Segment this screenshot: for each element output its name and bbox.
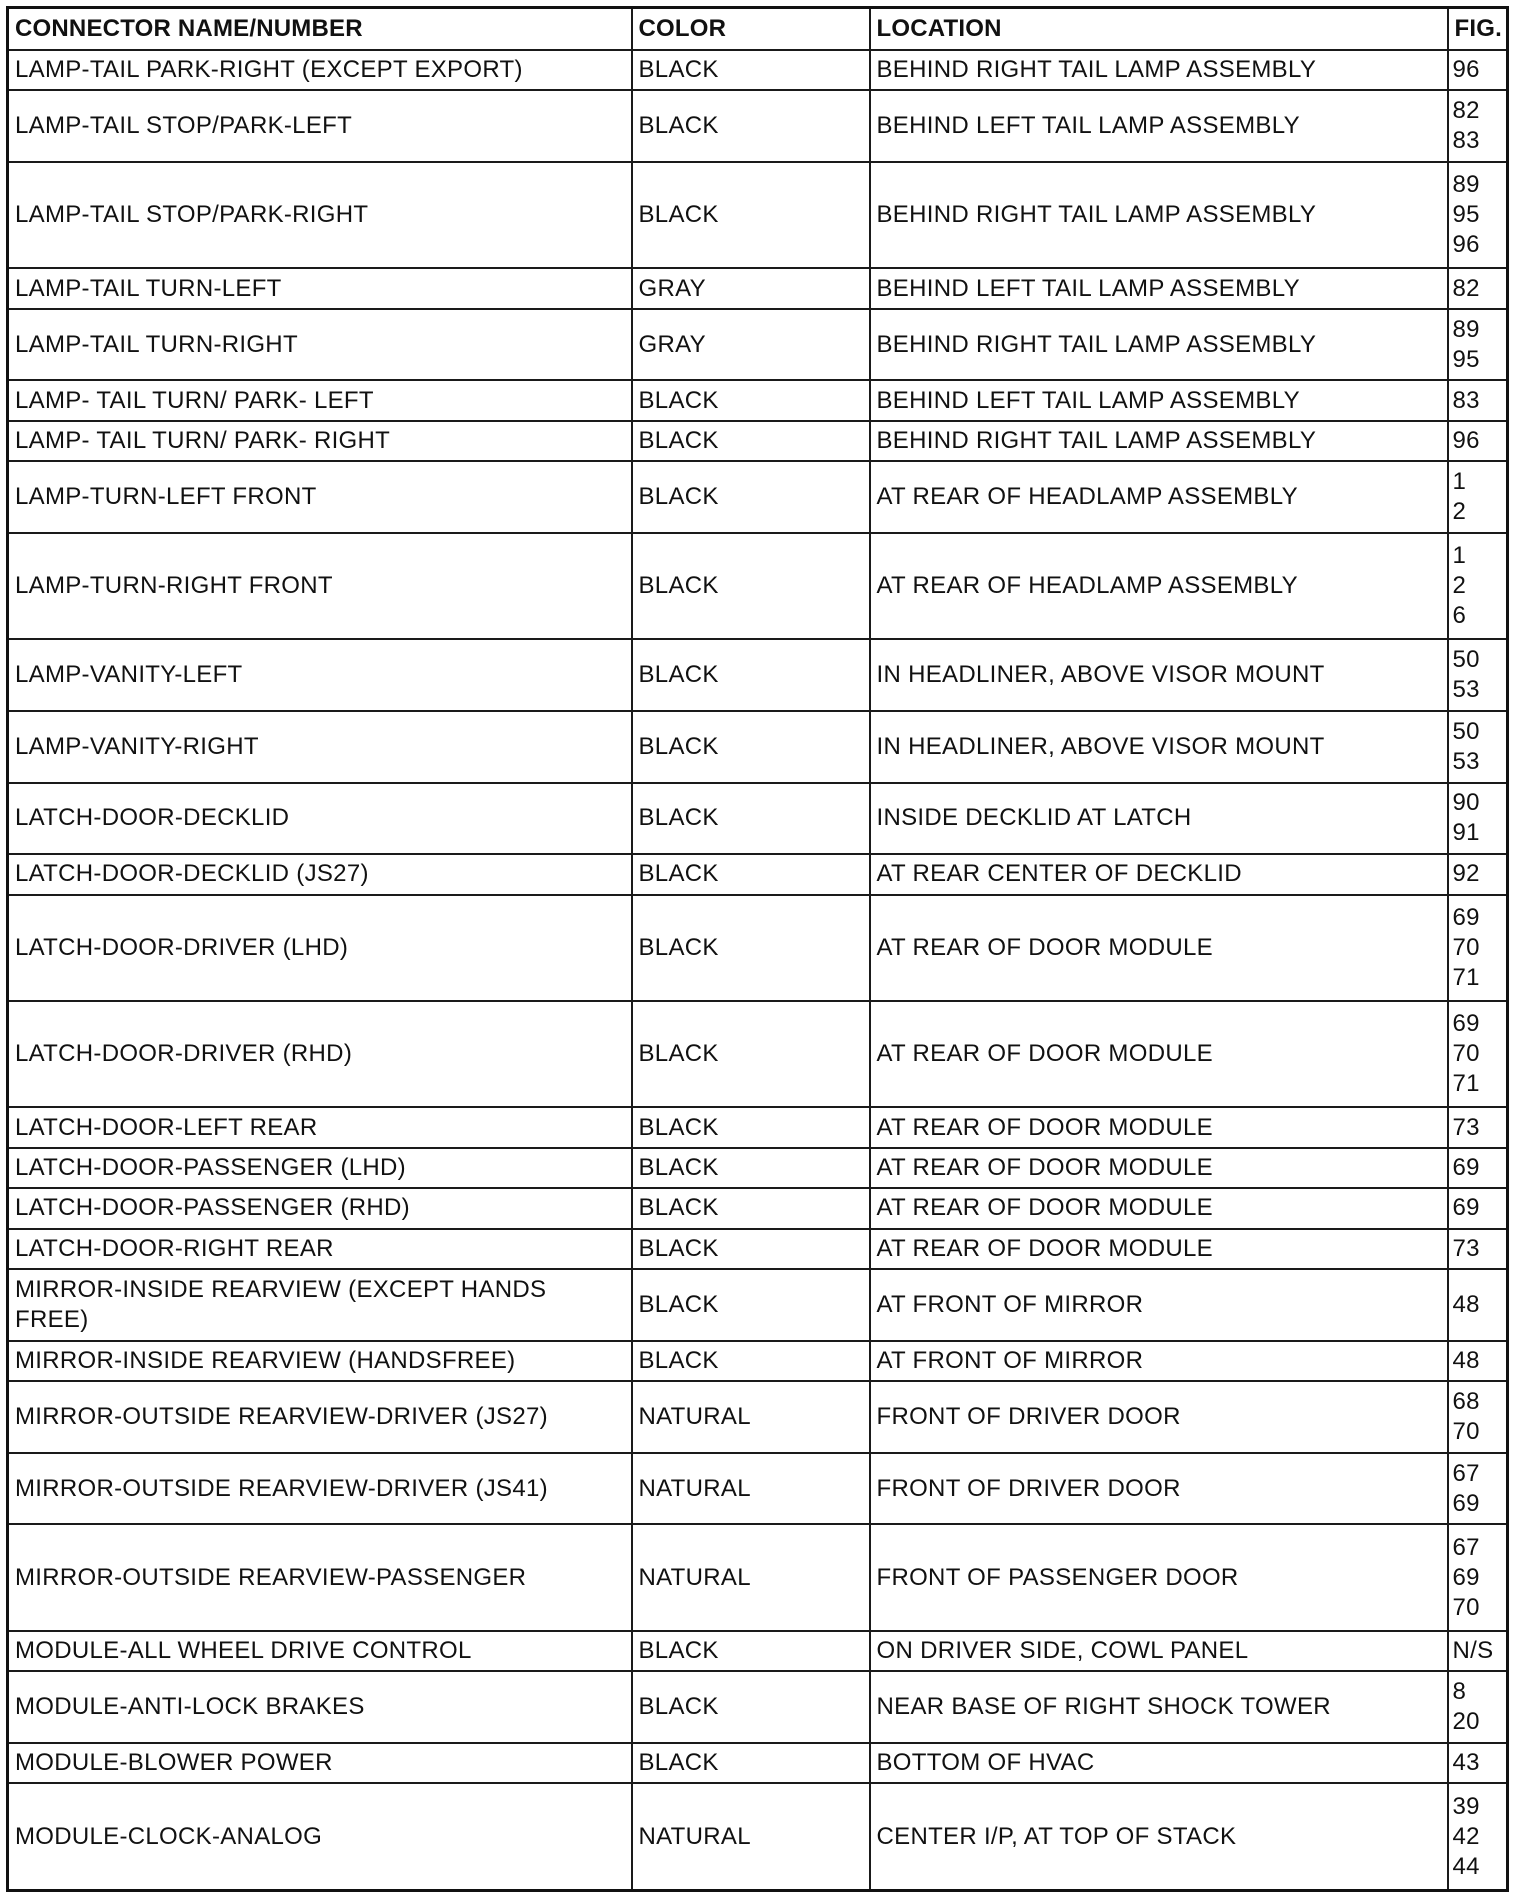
table-row [8,50,1508,90]
table-row [8,461,1508,533]
color-cell: BLACK [632,380,870,420]
connector-name-cell: LATCH-DOOR-LEFT REAR [8,1107,632,1147]
fig-number: 50 [1452,646,1480,674]
connector-name-cell: LATCH-DOOR-DECKLID (JS27) [8,854,632,894]
connector-name-cell: LAMP-TAIL PARK-RIGHT (EXCEPT EXPORT) [8,50,632,90]
color-cell: NATURAL [632,1524,870,1630]
fig-cell [1448,854,1508,894]
location-cell: IN HEADLINER, ABOVE VISOR MOUNT [870,711,1448,783]
location-cell: BEHIND LEFT TAIL LAMP ASSEMBLY [870,90,1448,162]
table-row [8,380,1508,420]
connector-table-page [6,6,1506,1892]
location-cell: AT REAR CENTER OF DECKLID [870,854,1448,894]
connector-name-cell: LAMP-TURN-LEFT FRONT [8,461,632,533]
location-cell: AT REAR OF DOOR MODULE [870,1107,1448,1147]
connector-name-cell: LATCH-DOOR-DRIVER (LHD) [8,895,632,1001]
color-cell: BLACK [632,1671,870,1743]
fig-cell [1448,380,1508,420]
fig-cell [1448,1783,1508,1890]
fig-number: 70 [1452,1417,1480,1445]
color-cell: BLACK [632,461,870,533]
color-cell: BLACK [632,1229,870,1269]
fig-cell [1448,1381,1508,1453]
table-row [8,1381,1508,1453]
location-cell: FRONT OF DRIVER DOOR [870,1453,1448,1525]
color-cell: NATURAL [632,1783,870,1890]
table-row [8,268,1508,308]
fig-cell [1448,783,1508,855]
fig-number: 89 [1452,315,1480,343]
color-cell: BLACK [632,1631,870,1671]
fig-cell [1448,533,1508,639]
fig-number: 70 [1452,1593,1480,1621]
fig-number: 96 [1452,231,1480,259]
location-cell: AT REAR OF DOOR MODULE [870,1188,1448,1228]
fig-number: 89 [1452,171,1480,199]
location-cell: AT FRONT OF MIRROR [870,1341,1448,1381]
fig-number: 1 [1452,468,1467,496]
fig-number: 71 [1452,963,1480,991]
table-row [8,1188,1508,1228]
color-cell: BLACK [632,1743,870,1783]
location-cell: BEHIND RIGHT TAIL LAMP ASSEMBLY [870,50,1448,90]
fig-cell [1448,1453,1508,1525]
fig-cell [1448,895,1508,1001]
fig-number: 90 [1452,789,1480,817]
table-row [8,1631,1508,1671]
location-cell: FRONT OF PASSENGER DOOR [870,1524,1448,1630]
fig-number: 48 [1452,1346,1480,1374]
connector-name-cell: MIRROR-INSIDE REARVIEW (HANDSFREE) [8,1341,632,1381]
connector-table [6,6,1509,1892]
table-row [8,1107,1508,1147]
fig-cell [1448,1631,1508,1671]
connector-name-cell: LAMP-TAIL STOP/PARK-RIGHT [8,162,632,268]
fig-number: 48 [1452,1290,1480,1318]
connector-name-cell: MODULE-ALL WHEEL DRIVE CONTROL [8,1631,632,1671]
location-cell: AT REAR OF DOOR MODULE [870,895,1448,1001]
connector-name-cell: MODULE-CLOCK-ANALOG [8,1783,632,1890]
fig-number: 69 [1452,1010,1480,1038]
location-cell: FRONT OF DRIVER DOOR [870,1381,1448,1453]
location-cell: CENTER I/P, AT TOP OF STACK [870,1783,1448,1890]
fig-number: 70 [1452,933,1480,961]
header-color: COLOR [632,8,870,51]
color-cell: BLACK [632,1001,870,1107]
location-cell: AT REAR OF DOOR MODULE [870,1148,1448,1188]
location-cell: NEAR BASE OF RIGHT SHOCK TOWER [870,1671,1448,1743]
color-cell: BLACK [632,1107,870,1147]
fig-number: 71 [1452,1070,1480,1098]
location-cell: AT REAR OF HEADLAMP ASSEMBLY [870,533,1448,639]
fig-number: 73 [1452,1234,1480,1262]
location-cell: INSIDE DECKLID AT LATCH [870,783,1448,855]
fig-cell [1448,1188,1508,1228]
connector-name-cell: MIRROR-OUTSIDE REARVIEW-PASSENGER [8,1524,632,1630]
connector-name-cell: LATCH-DOOR-DECKLID [8,783,632,855]
color-cell: BLACK [632,895,870,1001]
table-row [8,711,1508,783]
location-cell: BEHIND RIGHT TAIL LAMP ASSEMBLY [870,309,1448,381]
fig-number: 70 [1452,1040,1480,1068]
fig-number: 1 [1452,542,1467,570]
color-cell: BLACK [632,50,870,90]
table-row [8,639,1508,711]
fig-number: 92 [1452,860,1480,888]
fig-number: 53 [1452,747,1480,775]
fig-cell [1448,1107,1508,1147]
table-row [8,90,1508,162]
color-cell: BLACK [632,162,870,268]
table-row [8,1743,1508,1783]
table-row [8,1229,1508,1269]
fig-number: 95 [1452,201,1480,229]
color-cell: BLACK [632,533,870,639]
fig-number: 69 [1452,1489,1480,1517]
header-location: LOCATION [870,8,1448,51]
location-cell: AT FRONT OF MIRROR [870,1269,1448,1341]
fig-number: 69 [1452,1153,1480,1181]
color-cell: BLACK [632,1341,870,1381]
connector-name-cell: LAMP-TAIL STOP/PARK-LEFT [8,90,632,162]
color-cell: BLACK [632,783,870,855]
table-header-row [8,8,1508,51]
location-cell: BEHIND LEFT TAIL LAMP ASSEMBLY [870,380,1448,420]
fig-cell [1448,1148,1508,1188]
connector-name-cell: LATCH-DOOR-PASSENGER (LHD) [8,1148,632,1188]
fig-number: 73 [1452,1113,1480,1141]
fig-cell [1448,1743,1508,1783]
fig-cell [1448,309,1508,381]
fig-number: 8 [1452,1677,1467,1705]
fig-number: 96 [1452,427,1480,455]
connector-name-cell: LAMP-TAIL TURN-RIGHT [8,309,632,381]
location-cell: IN HEADLINER, ABOVE VISOR MOUNT [870,639,1448,711]
location-cell: BEHIND RIGHT TAIL LAMP ASSEMBLY [870,421,1448,461]
connector-name-cell: LAMP-VANITY-RIGHT [8,711,632,783]
table-row [8,1341,1508,1381]
fig-cell [1448,90,1508,162]
table-row [8,854,1508,894]
fig-cell [1448,1229,1508,1269]
table-row [8,895,1508,1001]
fig-cell [1448,1524,1508,1630]
table-row [8,1001,1508,1107]
connector-name-cell: LATCH-DOOR-RIGHT REAR [8,1229,632,1269]
fig-number: 6 [1452,602,1467,630]
location-cell: AT REAR OF DOOR MODULE [870,1001,1448,1107]
table-row [8,162,1508,268]
color-cell: BLACK [632,639,870,711]
connector-name-cell: LATCH-DOOR-DRIVER (RHD) [8,1001,632,1107]
table-row [8,1453,1508,1525]
table-row [8,1148,1508,1188]
fig-number: 2 [1452,572,1467,600]
fig-cell [1448,1341,1508,1381]
table-row [8,533,1508,639]
connector-name-cell: LATCH-DOOR-PASSENGER (RHD) [8,1188,632,1228]
connector-name-cell: MIRROR-OUTSIDE REARVIEW-DRIVER (JS27) [8,1381,632,1453]
fig-number: 82 [1452,97,1480,125]
location-cell: ON DRIVER SIDE, COWL PANEL [870,1631,1448,1671]
color-cell: BLACK [632,1148,870,1188]
fig-number: 83 [1452,386,1480,414]
connector-name-cell: MIRROR-OUTSIDE REARVIEW-DRIVER (JS41) [8,1453,632,1525]
fig-number: 44 [1452,1852,1480,1880]
connector-name-cell: MODULE-ANTI-LOCK BRAKES [8,1671,632,1743]
location-cell: BEHIND LEFT TAIL LAMP ASSEMBLY [870,268,1448,308]
connector-name-cell: LAMP- TAIL TURN/ PARK- RIGHT [8,421,632,461]
location-cell: AT REAR OF DOOR MODULE [870,1229,1448,1269]
connector-name-cell: LAMP-TAIL TURN-LEFT [8,268,632,308]
header-fig: FIG. [1448,8,1508,51]
color-cell: GRAY [632,309,870,381]
fig-cell [1448,1269,1508,1341]
fig-cell [1448,639,1508,711]
connector-name-cell: MODULE-BLOWER POWER [8,1743,632,1783]
fig-number: 2 [1452,498,1467,526]
fig-cell [1448,268,1508,308]
fig-number: 50 [1452,717,1480,745]
fig-number: 69 [1452,1194,1480,1222]
fig-cell [1448,421,1508,461]
table-row [8,1783,1508,1890]
color-cell: BLACK [632,421,870,461]
fig-cell [1448,461,1508,533]
connector-name-cell: LAMP-TURN-RIGHT FRONT [8,533,632,639]
fig-number: 68 [1452,1387,1480,1415]
color-cell: BLACK [632,711,870,783]
table-row [8,1269,1508,1341]
table-row [8,1524,1508,1630]
fig-cell [1448,50,1508,90]
location-cell: BOTTOM OF HVAC [870,1743,1448,1783]
table-row [8,421,1508,461]
location-cell: BEHIND RIGHT TAIL LAMP ASSEMBLY [870,162,1448,268]
color-cell: NATURAL [632,1453,870,1525]
fig-number: 67 [1452,1459,1480,1487]
fig-number: 53 [1452,676,1480,704]
fig-cell [1448,1001,1508,1107]
fig-number: 42 [1452,1822,1480,1850]
connector-name-cell: LAMP-VANITY-LEFT [8,639,632,711]
color-cell: NATURAL [632,1381,870,1453]
fig-number: 69 [1452,903,1480,931]
fig-number: 67 [1452,1533,1480,1561]
color-cell: BLACK [632,1269,870,1341]
fig-number: 82 [1452,274,1480,302]
location-cell: AT REAR OF HEADLAMP ASSEMBLY [870,461,1448,533]
color-cell: BLACK [632,854,870,894]
color-cell: BLACK [632,90,870,162]
fig-number: 20 [1452,1707,1480,1735]
fig-number: 83 [1452,127,1480,155]
fig-number: 69 [1452,1563,1480,1591]
fig-number: 43 [1452,1749,1480,1776]
fig-number: 96 [1452,56,1480,84]
fig-number: N/S [1452,1636,1494,1664]
connector-name-cell: LAMP- TAIL TURN/ PARK- LEFT [8,380,632,420]
color-cell: GRAY [632,268,870,308]
fig-cell [1448,162,1508,268]
header-connector-name: CONNECTOR NAME/NUMBER [8,8,632,51]
connector-name-cell: MIRROR-INSIDE REARVIEW (EXCEPT HANDS FREE) [8,1269,632,1341]
color-cell: BLACK [632,1188,870,1228]
table-row [8,309,1508,381]
fig-number: 95 [1452,345,1480,373]
fig-cell [1448,711,1508,783]
table-row [8,783,1508,855]
fig-cell [1448,1671,1508,1743]
table-row [8,1671,1508,1743]
table-body [8,50,1508,1891]
fig-number: 91 [1452,819,1480,847]
fig-number: 39 [1452,1792,1480,1820]
